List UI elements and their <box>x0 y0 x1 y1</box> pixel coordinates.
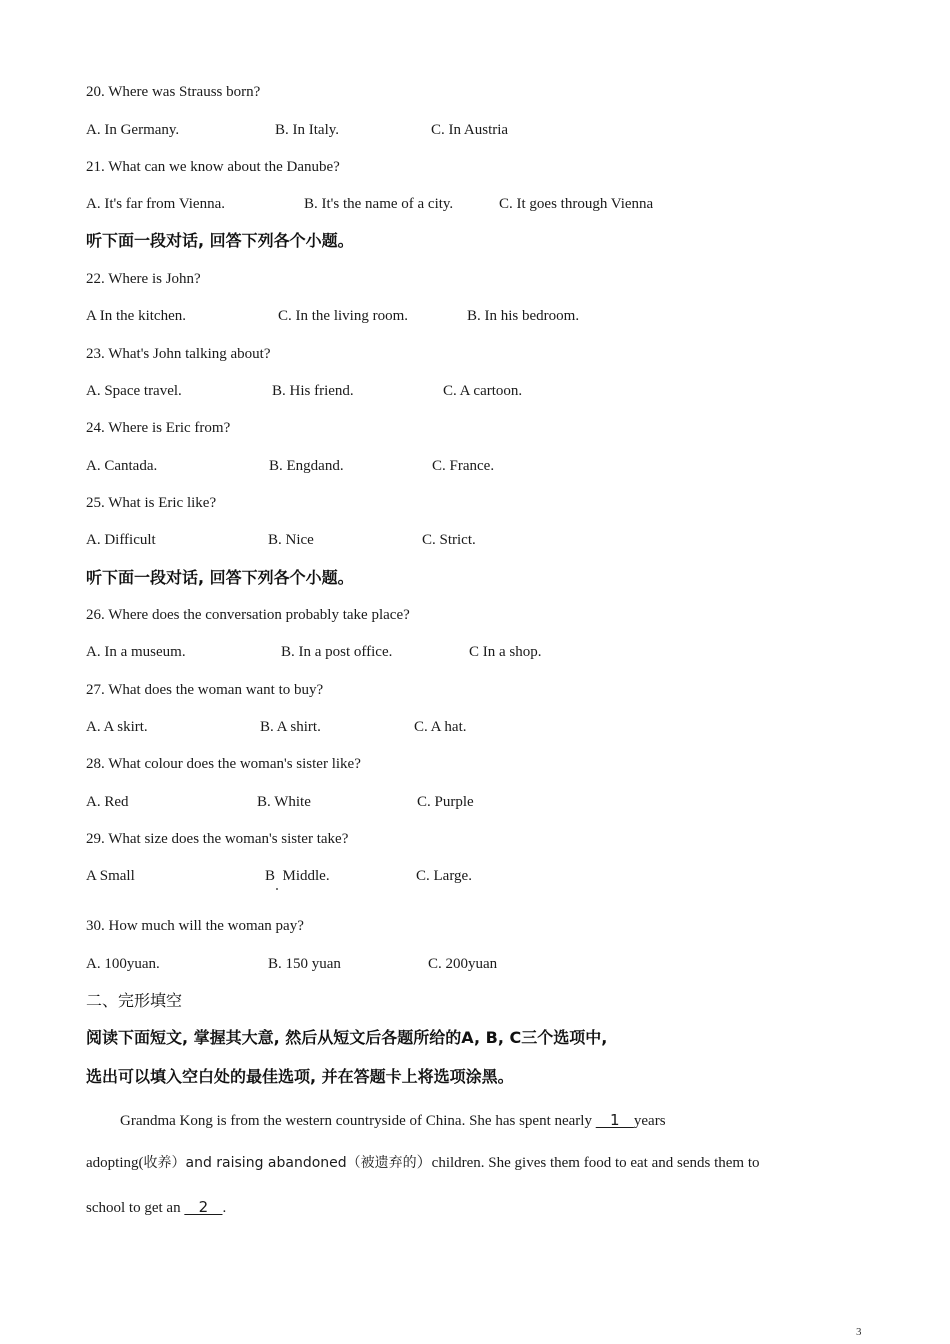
option-a: A. It's far from Vienna. <box>86 196 225 212</box>
dialogue-heading: 听下面一段对话, 回答下列各个小题。 <box>86 568 354 587</box>
passage-text: school to get an <box>86 1200 185 1216</box>
question-30: 30. How much will the woman pay? <box>86 918 304 934</box>
option-b: B. 150 yuan <box>268 956 341 972</box>
option-c: C. It goes through Vienna <box>499 196 654 212</box>
option-c: C. France. <box>432 458 495 474</box>
options-21 <box>86 194 786 214</box>
option-c: C. Purple <box>417 794 474 810</box>
option-c: C. In Austria <box>431 122 509 138</box>
option-c: B. In his bedroom. <box>467 308 580 324</box>
question-24: 24. Where is Eric from? <box>86 420 231 436</box>
instruction-line-1: 阅读下面短文, 掌握其大意, 然后从短文后各题所给的A, B, C三个选项中, <box>86 1028 608 1047</box>
dialogue-heading: 听下面一段对话, 回答下列各个小题。 <box>86 231 354 250</box>
option-c: C. 200yuan <box>428 956 498 972</box>
option-c: C. Strict. <box>422 532 476 548</box>
options-29 <box>86 866 786 886</box>
option-a: A. Red <box>86 794 129 810</box>
passage-cjk: 收养 <box>143 1155 172 1171</box>
option-b: B. White <box>257 794 311 810</box>
question-28: 28. What colour does the woman's sister like? <box>86 756 361 772</box>
option-c: C In a shop. <box>469 644 542 660</box>
option-a: A. In Germany. <box>86 122 180 138</box>
question-22: 22. Where is John? <box>86 271 201 287</box>
option-a: A. Space travel. <box>86 383 182 399</box>
passage-line-2 <box>86 1153 846 1173</box>
option-c: C. A cartoon. <box>443 383 523 399</box>
passage-text: Grandma Kong is from the western countryside of China. She has spent nearly <box>120 1113 596 1129</box>
option-b: B Middle. <box>265 868 330 884</box>
options-23 <box>86 381 786 401</box>
question-23: 23. What's John talking about? <box>86 346 271 362</box>
section-title: 二、完形填空 <box>86 991 183 1010</box>
option-a: A. In a museum. <box>86 644 186 660</box>
options-20 <box>86 120 786 140</box>
passage-line-3 <box>86 1197 846 1218</box>
options-26 <box>86 642 786 662</box>
options-28 <box>86 792 786 812</box>
question-29: 29. What size does the woman's sister take? <box>86 831 349 847</box>
question-25: 25. What is Eric like? <box>86 495 217 511</box>
option-b: B. It's the name of a city. <box>304 196 454 212</box>
blank-1: 1 <box>595 1111 634 1129</box>
passage-text: ）children. She gives them food to eat and sends them to <box>416 1155 760 1171</box>
options-27 <box>86 717 786 737</box>
option-b: B. In Italy. <box>275 122 340 138</box>
option-a: A. Cantada. <box>86 458 158 474</box>
passage-text: adopting( <box>86 1155 144 1171</box>
option-b: B. Nice <box>268 532 314 548</box>
option-b: B. His friend. <box>272 383 354 399</box>
option-a: A. 100yuan. <box>86 956 160 972</box>
blank-2: 2 <box>184 1198 223 1216</box>
options-22 <box>86 306 786 326</box>
option-a: A. A skirt. <box>86 719 148 735</box>
option-c: C. Large. <box>416 868 472 884</box>
passage-cjk: 被遗弃的 <box>360 1155 417 1171</box>
option-a: A Small <box>86 868 135 884</box>
instruction-line-2: 选出可以填入空白处的最佳选项, 并在答题卡上将选项涂黑。 <box>86 1067 514 1086</box>
passage-line-1 <box>86 1110 880 1131</box>
question-21: 21. What can we know about the Danube? <box>86 159 340 175</box>
passage-text: ）and raising abandoned（ <box>171 1155 361 1171</box>
passage-text: . <box>222 1200 227 1216</box>
option-a: A. Difficult <box>86 532 156 548</box>
option-b: B. Engdand. <box>269 458 344 474</box>
options-25 <box>86 530 786 550</box>
passage-text: years <box>633 1113 666 1129</box>
options-24 <box>86 456 786 476</box>
question-20: 20. Where was Strauss born? <box>86 84 261 100</box>
question-27: 27. What does the woman want to buy? <box>86 682 324 698</box>
stray-dot <box>276 888 278 890</box>
option-a: A In the kitchen. <box>86 308 186 324</box>
options-30 <box>86 954 786 974</box>
option-b: B. In a post office. <box>281 644 393 660</box>
page-number: 3 <box>856 1326 862 1338</box>
option-b: C. In the living room. <box>278 308 408 324</box>
option-c: C. A hat. <box>414 719 467 735</box>
option-b: B. A shirt. <box>260 719 321 735</box>
question-26: 26. Where does the conversation probably take place? <box>86 607 410 623</box>
